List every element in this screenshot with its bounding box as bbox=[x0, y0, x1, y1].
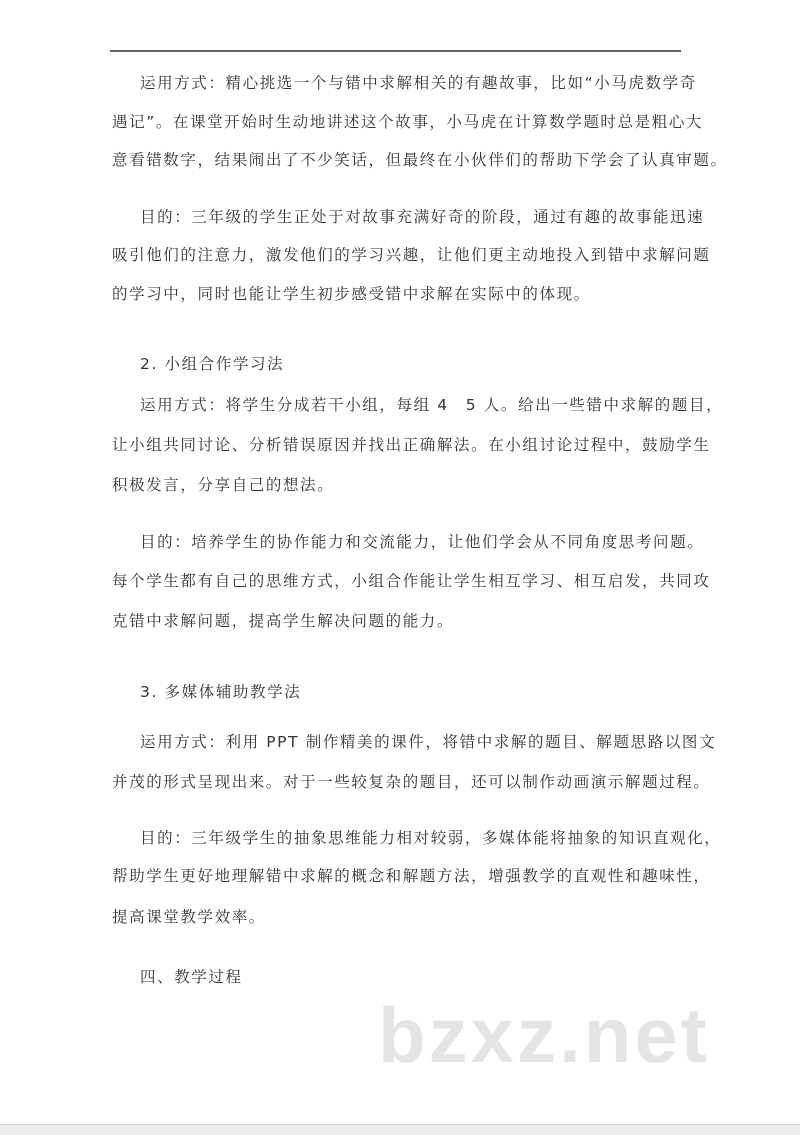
section-heading: 3. 多媒体辅助教学法 bbox=[140, 683, 302, 701]
section-heading: 2. 小组合作学习法 bbox=[140, 355, 285, 373]
paragraph-line: 帮助学生更好地理解错中求解的概念和解题方法，增强教学的直观性和趣味性， bbox=[112, 867, 711, 885]
paragraph-line: 目的：三年级的学生正处于对故事充满好奇的阶段，通过有趣的故事能迅速 bbox=[140, 208, 705, 226]
paragraph-line: 每个学生都有自己的思维方式，小组合作能让学生相互学习、相互启发，共同攻 bbox=[112, 572, 711, 590]
paragraph-line: 运用方式：利用 PPT 制作精美的课件，将错中求解的题目、解题思路以图文 bbox=[140, 733, 717, 751]
paragraph-line: 遇记”。在课堂开始时生动地讲述这个故事，小马虎在计算数学题时总是粗心大 bbox=[112, 113, 704, 131]
watermark: bzxz.net bbox=[378, 991, 710, 1079]
paragraph-line: 吸引他们的注意力，激发他们的学习兴趣，让他们更主动地投入到错中求解问题 bbox=[112, 246, 711, 264]
paragraph-line: 运用方式：将学生分成若干小组，每组 4 5 人。给出一些错中求解的题目， bbox=[140, 396, 724, 414]
section-heading: 四、教学过程 bbox=[140, 968, 243, 986]
paragraph-line: 意看错数字，结果闹出了不少笑话，但最终在小伙伴们的帮助下学会了认真审题。 bbox=[112, 151, 728, 169]
paragraph-line: 提高课堂教学效率。 bbox=[112, 908, 266, 926]
paragraph-line: 目的：培养学生的协作能力和交流能力，让他们学会从不同角度思考问题。 bbox=[140, 533, 705, 551]
page-bottom-edge bbox=[0, 1124, 800, 1135]
header-rule bbox=[110, 50, 681, 52]
paragraph-line: 并茂的形式呈现出来。对于一些较复杂的题目，还可以制作动画演示解题过程。 bbox=[112, 773, 711, 791]
paragraph-line: 积极发言，分享自己的想法。 bbox=[112, 476, 335, 494]
paragraph-line: 运用方式：精心挑选一个与错中求解相关的有趣故事，比如“小马虎数学奇 bbox=[140, 74, 697, 92]
paragraph-line: 的学习中，同时也能让学生初步感受错中求解在实际中的体现。 bbox=[112, 285, 591, 303]
paragraph-line: 克错中求解问题，提高学生解决问题的能力。 bbox=[112, 612, 455, 630]
paragraph-line: 目的：三年级学生的抽象思维能力相对较弱，多媒体能将抽象的知识直观化， bbox=[140, 829, 722, 847]
paragraph-line: 让小组共同讨论、分析错误原因并找出正确解法。在小组讨论过程中，鼓励学生 bbox=[112, 436, 711, 454]
